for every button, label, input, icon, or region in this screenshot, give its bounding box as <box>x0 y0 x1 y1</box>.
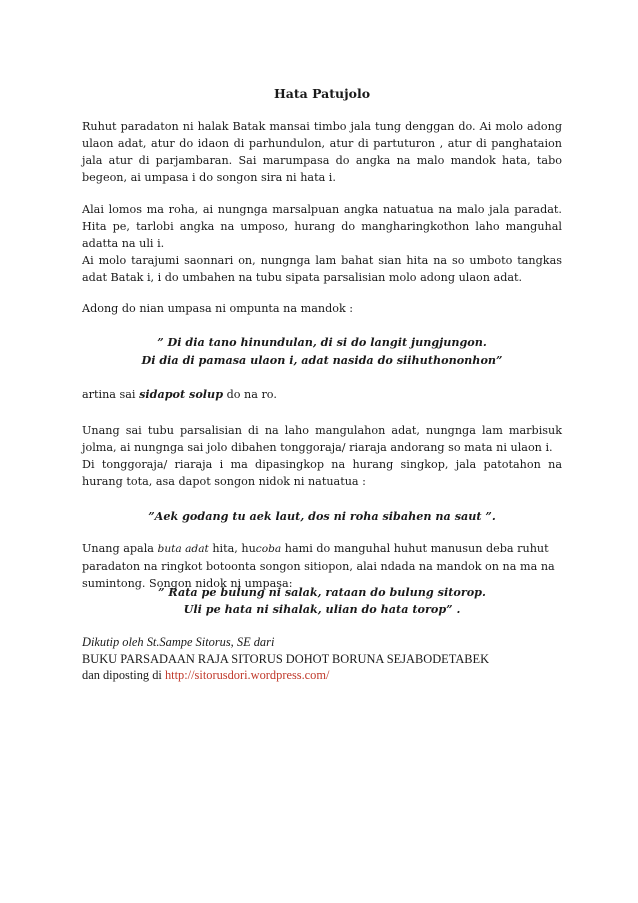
credit-line-2: BUKU PARSADAAN RAJA SITORUS DOHOT BORUNA SEJABODETABEK <box>82 652 490 666</box>
document-title: Hata Patujolo <box>273 86 371 101</box>
paragraph-3: Ai molo tarajumi saonnari on, nungnga lam bahat sian hita na so umboto tangkas adat Batak i, i do umbahen na tubu sipata parsalisian molo adong ulaon adat. <box>82 254 562 284</box>
quote-1-line-1: ” Di dia tano hinundulan, di si do langit jungjungon. <box>157 335 487 349</box>
paragraph-2: Alai lomos ma roha, ai nungnga marsalpuan angka natuatua na malo jala paradat. Hita pe, tarlobi angka na umposo, hurang do mangharingkothon laho manguhal adatta na uli i. <box>82 203 562 250</box>
emphasis-term: sidapot solup <box>139 387 224 401</box>
quote-2: ”Aek godang tu aek laut, dos ni roha sibahen na saut ”. <box>148 509 496 523</box>
paragraph-5: artina sai sidapot solup do na ro. <box>82 387 277 401</box>
paragraph-6: Unang sai tubu parsalisian di na laho mangulahon adat, nungnga lam marbisuk jolma, ai nungnga sai jolo dibahen tonggoraja/ riaraja andorang so mata ni ulaon i. <box>82 424 562 454</box>
source-link[interactable]: http://sitorusdori.wordpress.com/ <box>164 668 330 682</box>
credit-line-3: dan diposting di http://sitorusdori.wordpress.com/ <box>82 668 330 682</box>
paragraph-7: Di tonggoraja/ riaraja i ma dipasingkop na hurang singkop, jala patotahon na hurang tota, asa dapot songon nidok ni natuatua : <box>82 458 562 488</box>
quote-3-line-1: ” Rata pe bulung ni salak, rataan do bulung sitorop. <box>158 585 486 599</box>
paragraph-intro: Ruhut paradaton ni halak Batak mansai timbo jala tung denggan do. Ai molo adong ulaon adat, atur do idaon di parhundulon, atur di partuturon , atur di panghataion jala atur di parjambaran. Sai marumpasa do angka na malo mandok hata, tabo begeon, ai umpasa i do songon sira ni hata i. <box>82 120 562 184</box>
quote-3-line-2: Uli pe hata ni sihalak, ulian do hata torop” . <box>183 602 461 616</box>
paragraph-8: Unang apala buta adat hita, hucoba hami do manguhal huhut manusun deba ruhut paradaton na ringkot botoonta songon sitiopon, alai ndada na mandok on na ma na sumintong. Songon nidok ni umpasa: <box>82 542 555 590</box>
quote-1-line-2: Di dia di pamasa ulaon i, adat nasida do siihuthononhon” <box>141 353 503 367</box>
credit-line-1: Dikutip oleh St.Sampe Sitorus, SE dari <box>82 635 275 649</box>
paragraph-4: Adong do nian umpasa ni ompunta na mandok : <box>82 302 354 315</box>
